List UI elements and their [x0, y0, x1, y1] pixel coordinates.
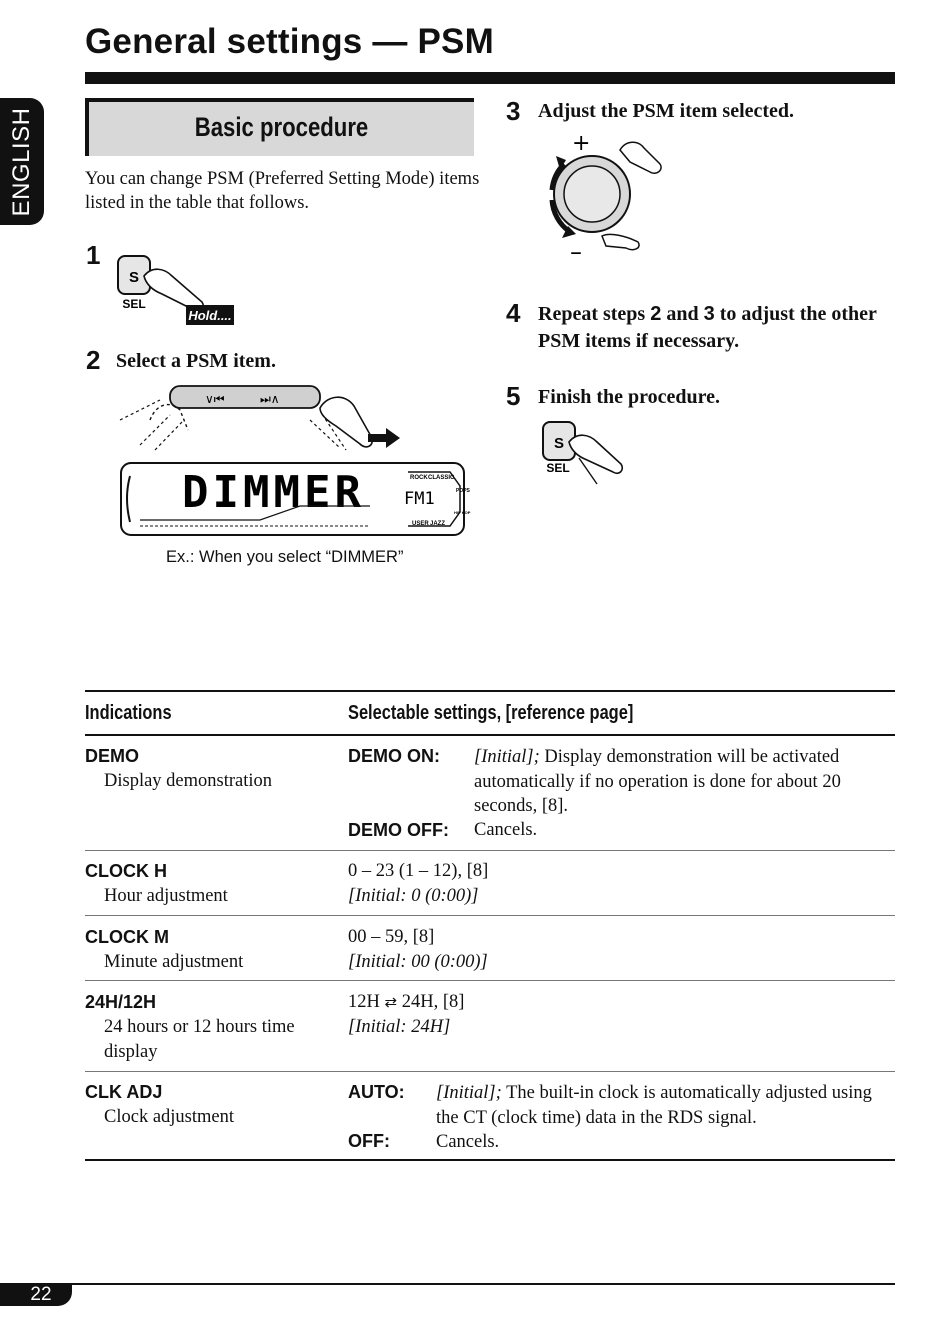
row-demo-opt-off-text: Cancels.	[474, 820, 538, 840]
finger-icon-2	[569, 435, 622, 473]
footer-rule	[0, 1283, 895, 1285]
header-indications: Indications	[85, 702, 172, 724]
lcd-label-hiphop: HIP HOP	[454, 510, 471, 515]
row-clockh-range: 0 – 23 (1 – 12), [8]	[348, 861, 489, 881]
step-4-ref-3: 3	[703, 303, 715, 325]
row-clockm-desc: Minute adjustment	[104, 952, 244, 972]
step-4-text-a: Repeat steps	[538, 303, 651, 325]
row-demo-desc: Display demonstration	[104, 771, 273, 791]
sel-button-label: SEL	[122, 297, 146, 311]
sel-button-letter-2: S	[553, 435, 565, 452]
row-2412-range-a: 12H	[348, 992, 380, 1012]
seek-buttons-bar	[170, 386, 320, 408]
hold-label: Hold....	[188, 308, 232, 323]
lcd-main-text: DIMMER	[182, 467, 365, 518]
page-number-badge	[0, 1284, 72, 1306]
lcd-label-rock: ROCK	[410, 475, 428, 481]
step-4-text-c: to adjust the other PSM items if necessary.	[538, 303, 877, 352]
row-clockh-desc: Hour adjustment	[104, 886, 228, 906]
step-1-illustration	[110, 250, 240, 330]
language-tab	[0, 98, 44, 225]
row-demo-on-desc: Display demonstration will be activated automatically if no operation is done for about 20 seconds, [8].	[474, 747, 841, 816]
row-divider	[85, 1071, 895, 1072]
step-1-number: 1	[86, 240, 101, 270]
lcd-label-user: USER	[412, 521, 429, 527]
lower-finger-icon	[602, 234, 639, 249]
lcd-label-classic: CLASSIC	[428, 475, 455, 481]
step-2-text: Select a PSM item.	[116, 350, 276, 372]
step-5-number: 5	[506, 381, 521, 411]
step-5-illustration	[535, 418, 635, 490]
row-clockh-name: CLOCK H	[85, 861, 167, 881]
left-motion-lines	[120, 400, 182, 450]
step-4-number: 4	[506, 298, 521, 328]
seek-up-icon: ⏭∧	[260, 392, 280, 406]
step-3-number: 3	[506, 96, 521, 126]
finger-icon	[144, 269, 203, 311]
row-demo-initial: [Initial];	[474, 747, 540, 767]
row-divider	[85, 980, 895, 981]
step-4-text	[538, 301, 878, 355]
language-label: ENGLISH	[8, 107, 35, 216]
right-finger-icon	[320, 397, 372, 447]
row-clockh-initial	[348, 884, 479, 909]
intro-text: You can change PSM (Preferred Setting Mode) items listed in the table that follows.	[85, 169, 480, 213]
row-2412-desc: 24 hours or 12 hours time display	[104, 1017, 295, 1062]
row-demo-opt-off: DEMO OFF:	[348, 820, 449, 840]
header-settings: Selectable settings, [reference page]	[348, 702, 634, 724]
step-2-buttons-illustration	[110, 380, 410, 455]
step-4-text-b: and	[661, 303, 704, 325]
row-clockm-initial	[348, 950, 488, 975]
row-divider	[85, 850, 895, 851]
row-clkadj-opt-off-text: Cancels.	[436, 1132, 500, 1152]
step-4-ref-2: 2	[650, 303, 662, 325]
upper-finger-icon	[620, 142, 661, 173]
row-clkadj-desc: Clock adjustment	[104, 1107, 234, 1127]
row-demo-opt-on: DEMO ON:	[348, 746, 440, 766]
row-clkadj-auto-desc: The built-in clock is automatically adjusted using the CT (clock time) data in the RDS signal.	[436, 1083, 872, 1128]
row-2412-range-b: 24H, [8]	[401, 992, 465, 1012]
row-divider	[85, 915, 895, 916]
step-3-text: Adjust the PSM item selected.	[538, 100, 795, 122]
lcd-display	[120, 462, 471, 538]
toggle-arrows-icon: ⇄	[384, 994, 398, 1011]
row-clockm-initial-text: [Initial: 00 (0:00)]	[348, 952, 488, 972]
table-bottom-rule	[85, 1159, 895, 1161]
lcd-band: FM1	[404, 489, 435, 509]
row-clockh-initial-text: [Initial: 0 (0:00)]	[348, 886, 479, 906]
row-2412-initial-text: [Initial: 24H]	[348, 1017, 451, 1037]
title-rule	[85, 72, 895, 84]
row-demo-opt-on-text	[474, 745, 884, 819]
row-2412-initial	[348, 1015, 450, 1040]
step-2-number: 2	[86, 345, 101, 375]
basic-procedure-heading-box	[85, 98, 474, 156]
table-top-rule	[85, 690, 895, 692]
row-clockm-name: CLOCK M	[85, 927, 169, 947]
page-title: General settings — PSM	[85, 22, 494, 61]
row-clkadj-opt-off: OFF:	[348, 1131, 390, 1151]
row-clockm-range: 00 – 59, [8]	[348, 927, 435, 947]
plus-sign: +	[572, 131, 591, 156]
step-3-knob-illustration	[530, 128, 680, 268]
row-clkadj-name: CLK ADJ	[85, 1082, 163, 1102]
minus-sign: –	[570, 238, 582, 266]
row-2412-name: 24H/12H	[85, 992, 157, 1012]
row-clkadj-opt-auto-text	[436, 1081, 876, 1130]
lcd-label-pops: POPS	[456, 488, 470, 494]
basic-procedure-heading: Basic procedure	[194, 112, 369, 142]
seek-down-icon: ∨⏮	[205, 392, 225, 406]
sel-button-label-2: SEL	[546, 461, 570, 475]
arrow-right-icon	[368, 428, 400, 448]
step-5-text: Finish the procedure.	[538, 386, 721, 408]
sel-button-letter: S	[128, 269, 140, 286]
row-clkadj-opt-auto: AUTO:	[348, 1082, 405, 1102]
row-demo-name: DEMO	[85, 746, 139, 766]
header-rule	[85, 734, 895, 736]
display-caption: Ex.: When you select “DIMMER”	[166, 548, 404, 566]
knob-center	[564, 166, 620, 222]
lcd-label-jazz: JAZZ	[430, 521, 445, 527]
row-clkadj-initial: [Initial];	[436, 1083, 502, 1103]
row-2412-range	[348, 990, 464, 1016]
page-number: 22	[30, 1284, 52, 1305]
